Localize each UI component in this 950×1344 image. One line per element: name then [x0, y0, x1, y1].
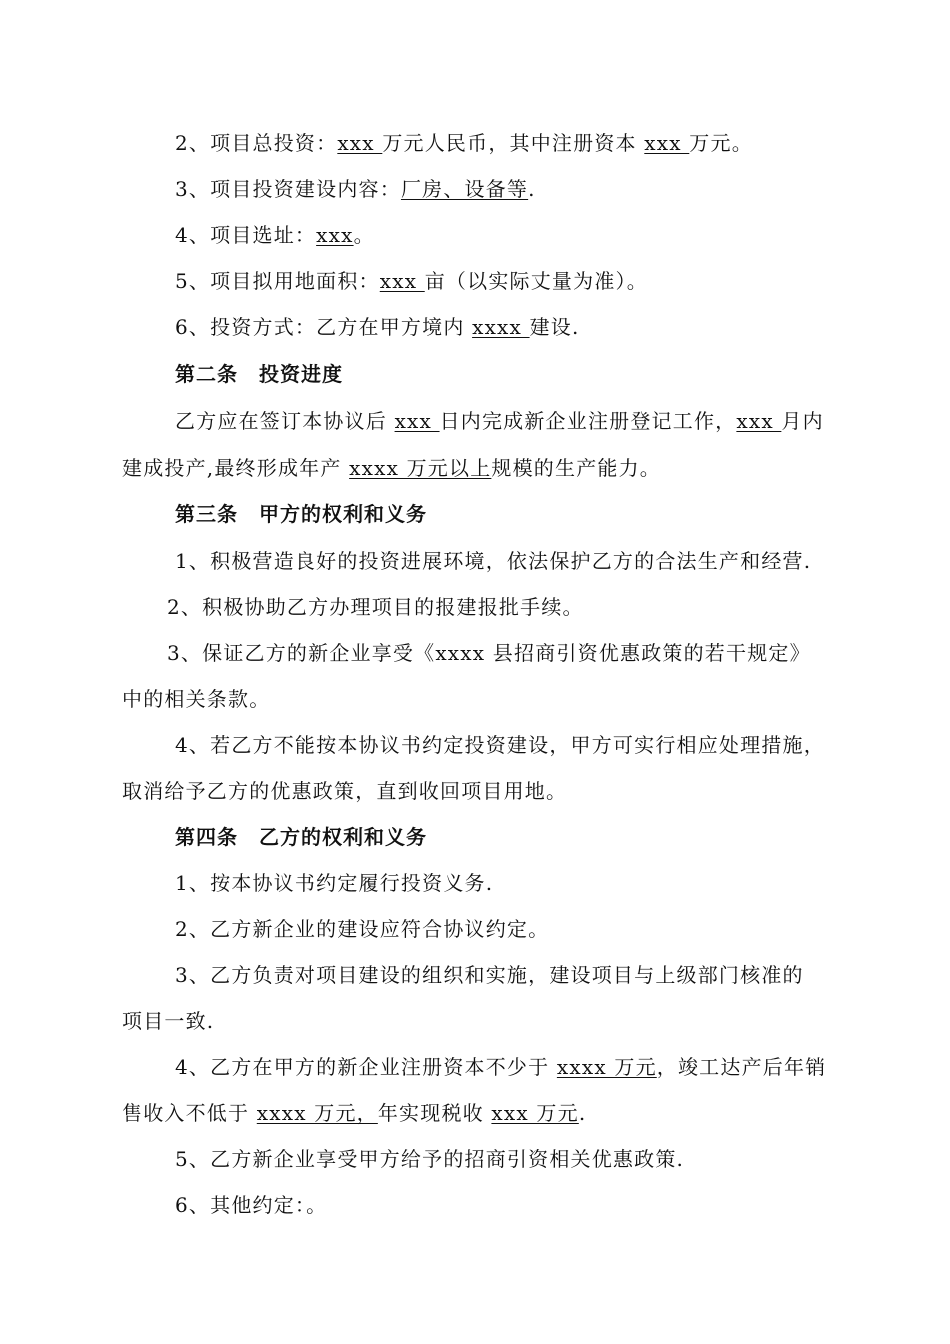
article-4-item-1: 1、按本协议书约定履行投资义务. [175, 871, 494, 895]
item-total-investment [175, 130, 753, 156]
article-4-item-4-line-1 [175, 1054, 826, 1080]
article-4-item-3-line-2: 项目一致. [122, 1009, 215, 1033]
text-span: 建设. [529, 315, 580, 339]
article-4-item-3-line-1: 3、乙方负责对项目建设的组织和实施，建设项目与上级部门核准的 [175, 963, 804, 987]
text-span: 建成投产,最终形成年产 [122, 456, 350, 480]
blank-site: xxx [316, 223, 354, 247]
text-span: 3、项目投资建设内容： [175, 177, 401, 201]
blank-sales: xxxx 万元， [256, 1101, 378, 1125]
text-span: 日内完成新企业注册登记工作， [439, 409, 737, 433]
text-span: . [578, 1101, 587, 1125]
blank-area: xxx [379, 269, 425, 293]
blank-days: xxx [394, 409, 440, 433]
text-span: 2、项目总投资： [175, 131, 338, 155]
article-4-heading: 第四条 乙方的权利和义务 [175, 825, 427, 849]
text-span: ，竣工达产后年销 [656, 1055, 827, 1079]
article-2-heading: 第二条 投资进度 [175, 362, 343, 386]
article-3-item-3-line-1: 3、保证乙方的新企业享受《xxxx 县招商引资优惠政策的若干规定》 [167, 641, 811, 665]
text-span: 4、乙方在甲方的新企业注册资本不少于 [175, 1055, 557, 1079]
article-3-item-3-line-2: 中的相关条款。 [122, 687, 271, 711]
article-4-item-5: 5、乙方新企业享受甲方给予的招商引资相关优惠政策. [175, 1147, 685, 1171]
text-span: 4、项目选址： [175, 223, 317, 247]
blank-capital: xxxx 万元 [556, 1055, 657, 1079]
article-4-item-2: 2、乙方新企业的建设应符合协议约定。 [175, 917, 550, 941]
article-3-item-4-line-2: 取消给予乙方的优惠政策，直到收回项目用地。 [122, 779, 568, 803]
text-span: . [528, 177, 536, 201]
blank-content: 厂房、设备等 [400, 177, 529, 201]
article-2-paragraph-line-1 [175, 408, 824, 434]
item-site [175, 222, 375, 248]
blank-amount: xxx [644, 131, 690, 155]
text-span: 规模的生产能力。 [491, 456, 662, 480]
article-3-item-1: 1、积极营造良好的投资进展环境，依法保护乙方的合法生产和经营. [175, 549, 812, 573]
article-2-paragraph-line-2 [122, 455, 661, 481]
item-land-area [175, 268, 648, 294]
text-span: 亩（以实际丈量为准）。 [424, 269, 648, 293]
blank-output: xxxx 万元以上 [349, 456, 492, 480]
text-span: 乙方应在签订本协议后 [175, 409, 395, 433]
blank-amount: xxx [337, 131, 383, 155]
blank-method: xxxx [472, 315, 530, 339]
text-span: 5、项目拟用地面积： [175, 269, 380, 293]
text-span: 万元人民币，其中注册资本 [382, 131, 645, 155]
article-3-item-2: 2、积极协助乙方办理项目的报建报批手续。 [167, 595, 584, 619]
text-span: 年实现税收 [377, 1101, 492, 1125]
article-4-item-6: 6、其他约定：。 [175, 1193, 328, 1217]
text-span: 售收入不低于 [122, 1101, 257, 1125]
blank-months: xxx [736, 409, 782, 433]
item-investment-method [175, 314, 580, 340]
item-construction-content [175, 176, 536, 202]
article-3-heading: 第三条 甲方的权利和义务 [175, 502, 427, 526]
text-span: 万元。 [689, 131, 753, 155]
text-span: 6、投资方式：乙方在甲方境内 [175, 315, 473, 339]
text-span: 。 [353, 223, 375, 247]
article-4-item-4-line-2 [122, 1100, 586, 1126]
blank-tax: xxx 万元 [491, 1101, 579, 1125]
article-3-item-4-line-1: 4、若乙方不能按本协议书约定投资建设，甲方可实行相应处理措施， [175, 733, 825, 757]
text-span: 月内 [781, 409, 824, 433]
